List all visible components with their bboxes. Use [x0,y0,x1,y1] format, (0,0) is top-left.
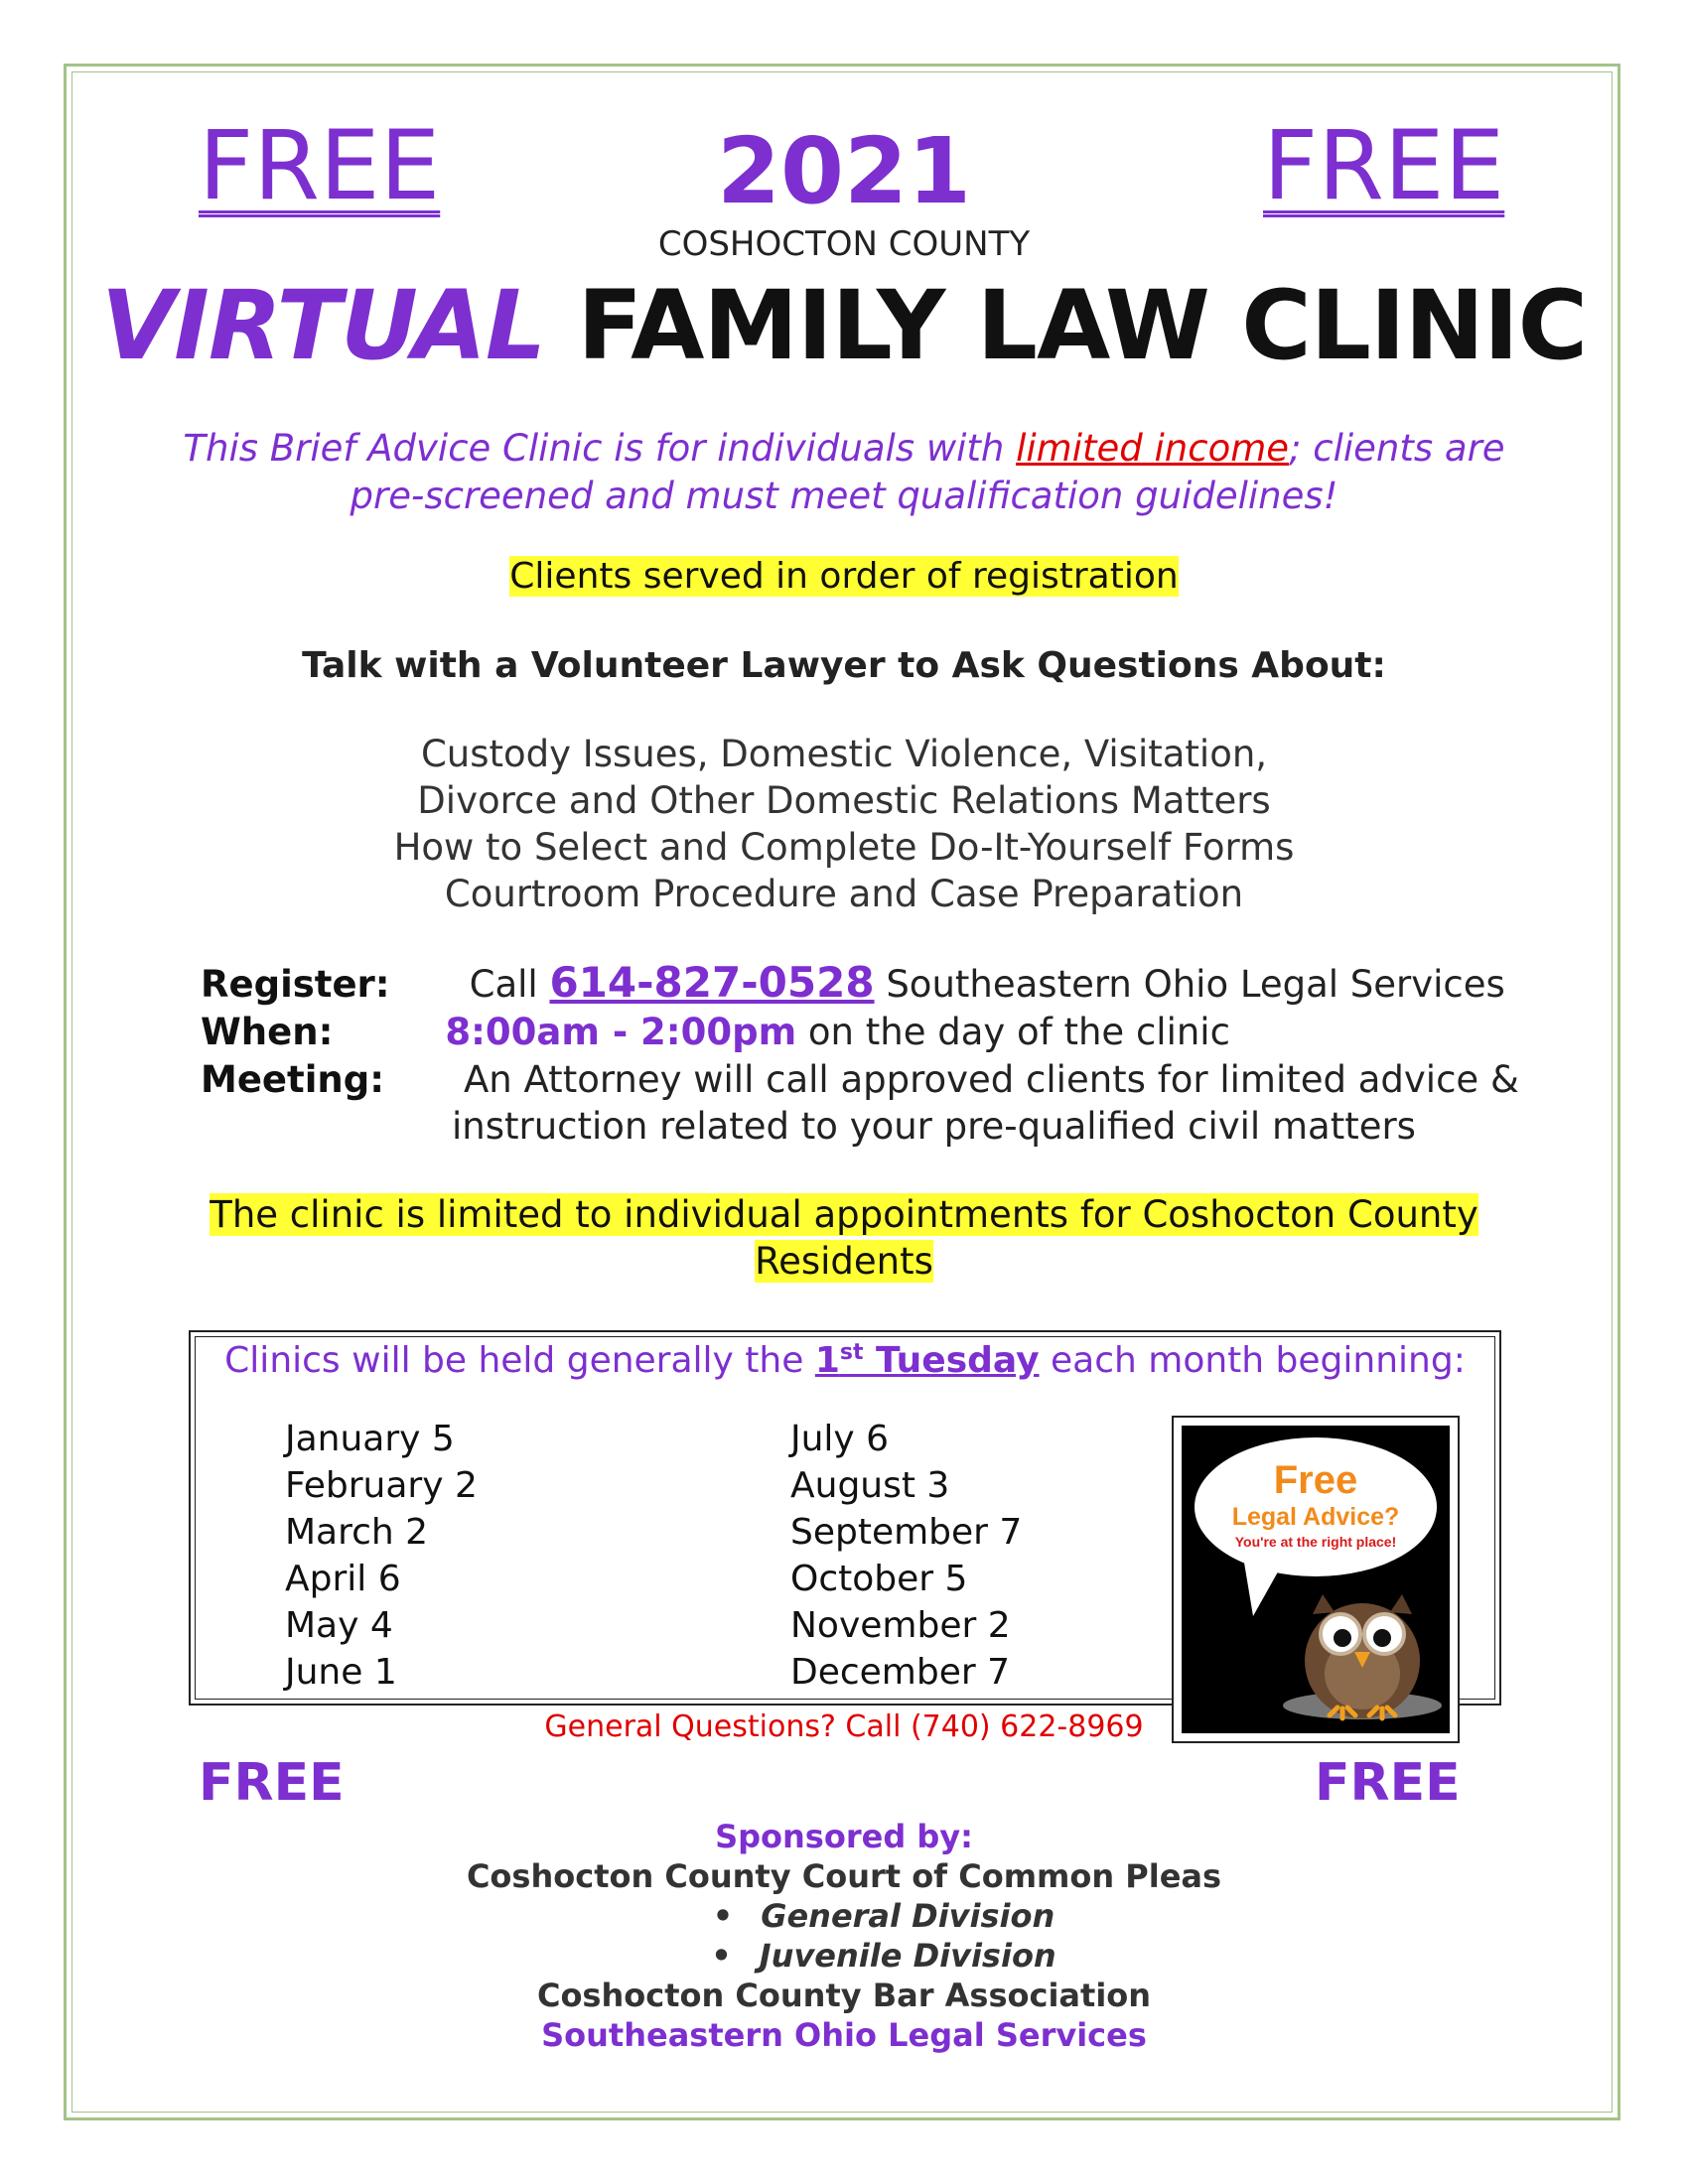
served-order-note [0,556,1688,597]
topic-item: Divorce and Other Domestic Relations Matters [417,779,1271,822]
meeting-row [201,1056,1519,1103]
general-division-label: General Division [761,1897,1055,1935]
title-virtual: VIRTUAL [100,270,546,381]
schedule-day: Tuesday [863,1340,1040,1381]
sponsor-bar-association: Coshocton County Bar Association [536,1977,1152,2014]
topic-item: Courtroom Procedure and Case Preparation [444,873,1244,915]
owl-advice-image [1172,1416,1460,1743]
bullet-icon: • [711,1937,732,1975]
free-label-bottom-right: FREE [1315,1753,1461,1813]
when-label: When: [201,1011,334,1053]
schedule-ordinal-sup: st [839,1340,864,1365]
year-heading: 2021 [716,118,972,224]
sponsored-by-heading [0,1817,1688,1856]
intro-line1-end: ; clients are [1289,427,1505,470]
months-second-half [790,1416,1022,1696]
limited-line1: The clinic is limited to individual appointments for Coshocton County [210,1193,1478,1236]
clinic-hours: 8:00am - 2:00pm [445,1011,797,1053]
bullet-icon: • [712,1897,734,1935]
owl-right-place-text: You're at the right place! [1234,1534,1397,1550]
meeting-label: Meeting: [201,1058,384,1101]
clinic-date: May 4 [285,1605,393,1646]
register-label: Register: [201,963,390,1006]
clinic-date: October 5 [790,1559,968,1599]
when-rest: on the day of the clinic [796,1011,1230,1053]
served-highlight: Clients served in order of registration [509,556,1179,597]
clinic-date: April 6 [285,1559,401,1599]
clinic-date: September 7 [790,1512,1023,1553]
sponsor-seols: Southeastern Ohio Legal Services [541,2016,1147,2054]
schedule-ordinal-num: 1 [814,1340,840,1381]
intro-line2: pre-screened and must meet qualification guidelines! [350,475,1338,517]
talk-heading: Talk with a Volunteer Lawyer to Ask Questions About: [302,645,1386,686]
register-call-text: Call [469,963,550,1006]
owl-free-text: Free [1273,1458,1358,1502]
schedule-heading-end: each month beginning: [1039,1340,1466,1381]
sponsor-court: Coshocton County Court of Common Pleas [466,1857,1222,1895]
page-title [0,266,1688,385]
clinic-date: March 2 [285,1512,429,1553]
juvenile-division-label: Juvenile Division [759,1937,1056,1975]
clinic-date: June 1 [285,1652,397,1693]
register-phone-link[interactable]: 614-827-0528 [549,958,875,1007]
clinic-date: July 6 [790,1419,890,1459]
free-label-top-left: FREE [199,110,441,221]
schedule-heading [189,1340,1501,1381]
topic-item: Custody Issues, Domestic Violence, Visitation, [420,733,1268,775]
schedule-heading-start: Clinics will be held generally the [224,1340,815,1381]
clinic-date: November 2 [790,1605,1011,1646]
limited-line2: Residents [755,1240,933,1283]
limited-income-text: limited income [1016,427,1290,470]
sponsored-by-label: Sponsored by: [715,1818,973,1855]
clinic-date: February 2 [285,1465,478,1506]
intro-text [0,425,1688,520]
topic-item: How to Select and Complete Do-It-Yourself Forms [393,826,1295,869]
meeting-line2: instruction related to your pre-qualified civil matters [452,1105,1416,1148]
register-row [201,959,1505,1008]
free-label-bottom-left: FREE [199,1753,345,1813]
clinic-date: August 3 [790,1465,950,1506]
owl-illustration [1174,1418,1458,1741]
general-questions-note: General Questions? Call (740) 622-8969 [544,1709,1144,1744]
county-name: COSHOCTON COUNTY [657,224,1031,264]
sponsor-juvenile-division [0,1936,1688,1976]
limited-note [0,1191,1688,1285]
register-org: Southeastern Ohio Legal Services [874,963,1505,1006]
meeting-line1: An Attorney will call approved clients for limited advice & [464,1058,1519,1101]
owl-legal-advice-text: Legal Advice? [1231,1503,1400,1531]
clinic-date: December 7 [790,1652,1011,1693]
intro-line1-start: This Brief Advice Clinic is for individuals with [183,427,1017,470]
free-label-top-right: FREE [1263,110,1505,221]
topics-list [0,731,1688,917]
clinic-date: January 5 [285,1419,455,1459]
sponsor-general-division [0,1896,1688,1936]
months-first-half [285,1416,478,1696]
title-family-law-clinic: FAMILY LAW CLINIC [577,270,1588,381]
when-row [201,1009,1230,1055]
